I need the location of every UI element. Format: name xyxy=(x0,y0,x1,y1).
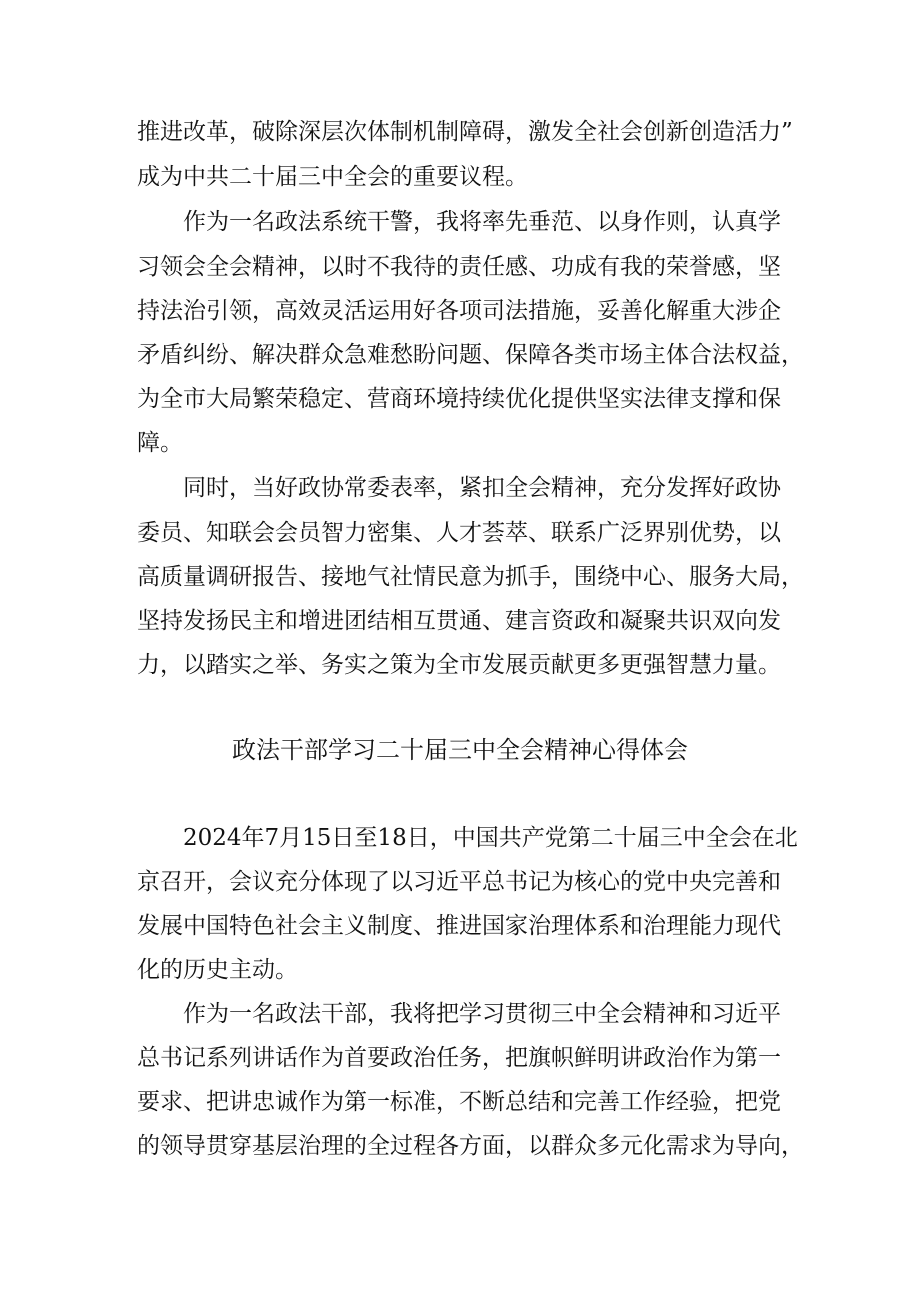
text-line: 发展中国特色社会主义制度、推进国家治理体系和治理能力现代 xyxy=(137,913,781,939)
text-line: 总书记系列讲话作为首要政治任务，把旗帜鲜明讲政治作为第一 xyxy=(137,1045,781,1071)
text-line: 化的历史主动。 xyxy=(137,957,298,983)
text-line: 作为一名政法系统干警，我将率先垂范、以身作则，认真学 xyxy=(137,209,781,235)
section-title: 政法干部学习二十届三中全会精神心得体会 xyxy=(232,736,688,764)
text-line: 要求、把讲忠诚作为第一标准，不断总结和完善工作经验，把党 xyxy=(137,1089,781,1115)
text-line: 持法治引领，高效灵活运用好各项司法措施，妥善化解重大涉企 xyxy=(137,298,781,324)
text-line: 矛盾纠纷、解决群众急难愁盼问题、保障各类市场主体合法权益， xyxy=(137,342,804,368)
text-line: 高质量调研报告、接地气社情民意为抓手，围绕中心、服务大局， xyxy=(137,564,804,590)
text-line: 成为中共二十届三中全会的重要议程。 xyxy=(137,164,528,190)
text-line: 推进改革，破除深层次体制机制障碍，激发全社会创新创造活力” xyxy=(137,119,793,145)
text-line: 2024年7月15日至18日，中国共产党第二十届三中全会在北 xyxy=(137,825,798,851)
text-line: 习领会全会精神，以时不我待的责任感、功成有我的荣誉感，坚 xyxy=(137,254,781,280)
text-line: 为全市大局繁荣稳定、营商环境持续优化提供坚实法律支撑和保 xyxy=(137,386,781,412)
text-line: 坚持发扬民主和增进团结相互贯通、建言资政和凝聚共识双向发 xyxy=(137,608,781,634)
text-line: 京召开，会议充分体现了以习近平总书记为核心的党中央完善和 xyxy=(137,869,781,895)
text-line: 作为一名政法干部，我将把学习贯彻三中全会精神和习近平 xyxy=(137,1001,781,1027)
text-line: 同时，当好政协常委表率，紧扣全会精神，充分发挥好政协 xyxy=(137,475,781,501)
text-line: 力，以踏实之举、务实之策为全市发展贡献更多更强智慧力量。 xyxy=(137,652,781,678)
text-line: 障。 xyxy=(137,430,183,456)
text-line: 的领导贯穿基层治理的全过程各方面，以群众多元化需求为导向， xyxy=(137,1133,804,1159)
text-line: 委员、知联会会员智力密集、人才荟萃、联系广泛界别优势，以 xyxy=(137,520,781,546)
